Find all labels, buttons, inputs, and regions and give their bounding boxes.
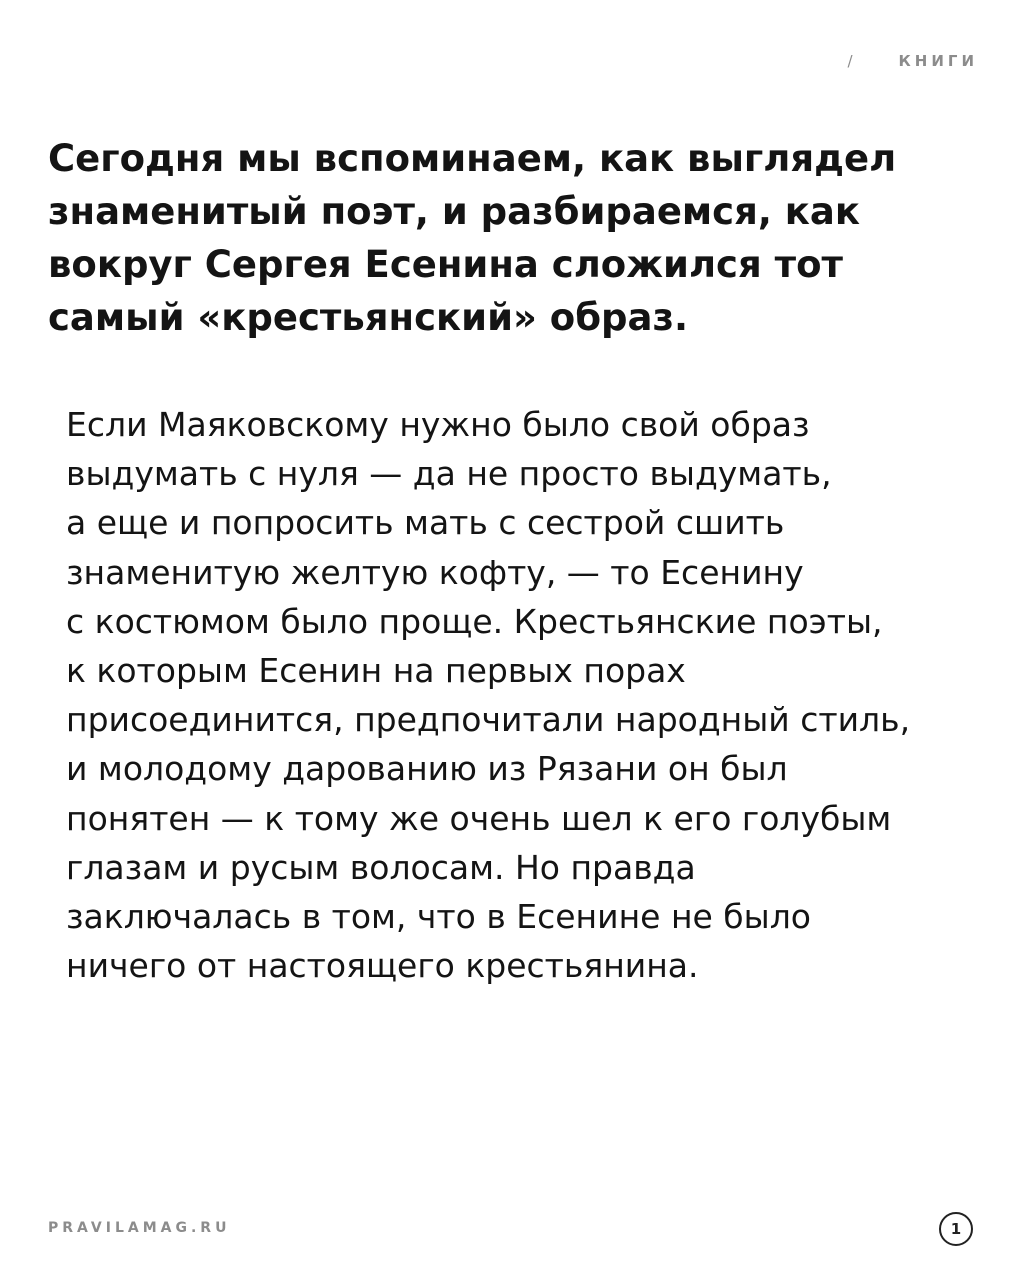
body-line: и молодому дарованию из Рязани он был — [66, 749, 788, 789]
body-line: глазам и русым волосам. Но правда — [66, 847, 696, 887]
body-line: к которым Есенин на первых порах — [66, 651, 686, 691]
body-line: понятен — к тому же очень шел к его голубым — [66, 798, 892, 838]
body-line: знаменитую желтую кофту, — то Есенину — [66, 552, 804, 592]
body-line: выдумать с нуля — да не просто выдумать, — [66, 454, 832, 494]
site-name[interactable]: PRAVILAMAG.RU — [48, 1220, 231, 1236]
body-line: присоединится, предпочитали народный стиль, — [66, 700, 911, 740]
body-line: ничего от настоящего крестьянина. — [66, 946, 699, 986]
body-paragraph — [66, 400, 986, 990]
body-line: заключалась в том, что в Есенине не было — [66, 897, 811, 937]
body-line: Если Маяковскому нужно было свой образ — [66, 405, 810, 444]
top-nav — [847, 52, 978, 70]
headline: Сегодня мы вспоминаем, как выглядел знаменитый поэт, и разбираемся, как вокруг Сергея Есенина сложился тот самый «крестьянский» образ. — [48, 137, 897, 339]
page-number-badge: 1 — [939, 1212, 973, 1246]
body-line: с костюмом было проще. Крестьянские поэты, — [66, 601, 883, 641]
body-line: а еще и попросить мать с сестрой сшить — [66, 503, 785, 543]
section-label[interactable]: КНИГИ — [898, 52, 978, 70]
nav-separator: / — [847, 52, 853, 70]
